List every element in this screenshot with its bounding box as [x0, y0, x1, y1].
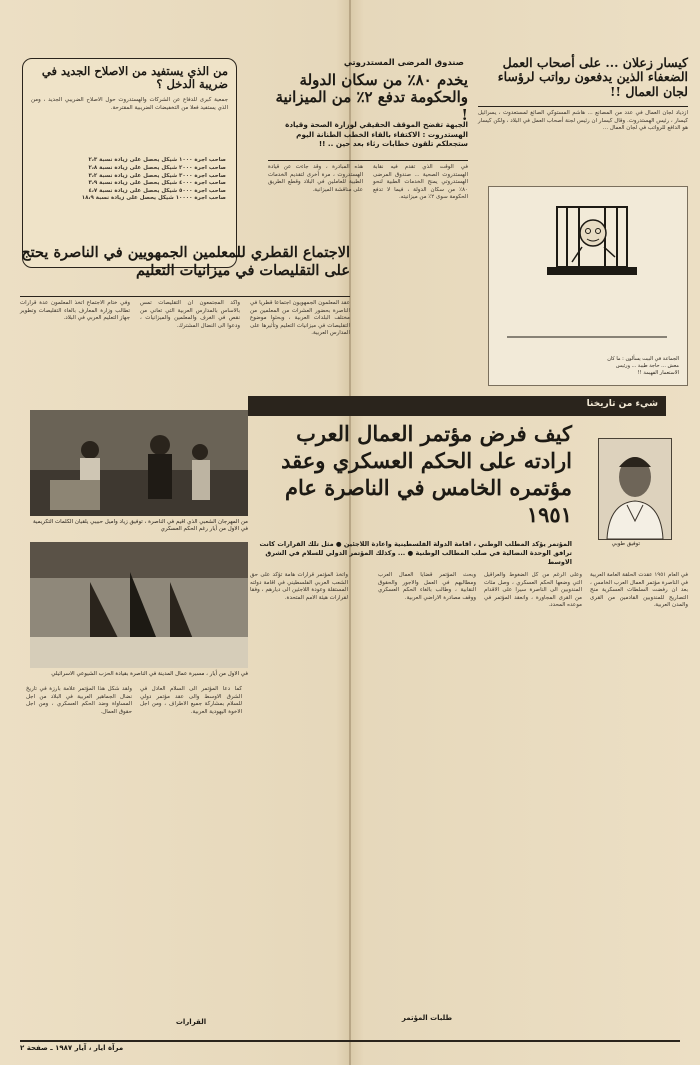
rule	[478, 106, 688, 107]
rally-photo	[30, 410, 248, 516]
tax-line: صاحب اجرة ١٠٠٠٠ شيكل يحصل على زيادة نسبة ١٨،٩	[81, 195, 226, 202]
tax-list	[23, 153, 236, 203]
rally-photo-graphic	[30, 410, 248, 516]
portrait-caption: توفيق طوبي	[611, 541, 640, 547]
tax-line: صاحب اجرة ٢٠٠٠ شيكل يحصل على زيادة نسبة ٢،٨	[88, 165, 226, 172]
rule	[268, 160, 468, 161]
kisar-headline: كيسار زعلان ... على أصحاب العمل الضعفاء الذين يدفعون رواتب لرؤساء لجان العمال !!	[497, 55, 688, 99]
tax-line: صاحب اجرة ٥٠٠٠ شيكل يحصل على زيادة نسبة ٤،٧	[88, 187, 226, 194]
march-photo	[30, 542, 248, 668]
kisar-body: ازدياد لجان العمال في عدد من المصانع ... هاشم المستوكي الصائغ لمستعدوت ، يسرائيل كيسار ، رئيس الهستدروت. وقال كيسار ان رئيس لجنة أصحاب العمل في البلاد ، ولكن كيسار هو الدافع للرواتب في لجان العمال ...	[476, 110, 688, 132]
tax-line: صاحب اجرة ٤٠٠٠ شيكل يحصل على زيادة نسبة ٣،٩	[88, 180, 226, 187]
march-photo-caption: في الاول من أيار ، مسيرة عمال المدينة في الناصرة بقيادة الحزب الشيوعي الاسرائيلي	[51, 671, 248, 677]
health-subhead: الجبهة تفضح الموقف الحقيقي لوزارة الصحة وقيادة الهستدروت : الاكتفاء بالقاء الخطب الطنانة اليوم ستجعلكم تلقون خطابات رثاء بعد حين .. !!	[285, 120, 468, 148]
tax-intro: جمعية كبرى للدفاع عن الشركات والهستدروت حول الاصلاح الضريبي الجديد ، ومن الذي يستفيد فعلا من التخفيضات الضريبية المقترحة.	[29, 97, 228, 112]
history-col-6: ولقد شكل هذا المؤتمر علامة بارزة في تاريخ نضال الجماهير العربية في البلاد من اجل المساواة وضد الحكم العسكري ، ومن اجل حقوق العمال.	[24, 686, 132, 715]
tax-line: صاحب اجرة ١٠٠٠ شيكل يحصل على زيادة نسبة ٢،٣	[88, 157, 226, 164]
rule	[20, 296, 350, 297]
health-headline: يخدم ٨٠٪ من سكان الدولة والحكومة تدفع ٢٪ من الميزانية !	[275, 71, 468, 124]
tax-box	[22, 58, 237, 268]
history-col-5: كما دعا المؤتمر الى السلام العادل في الشرق الاوسط والى عقد مؤتمر دولي للسلام بمشاركة جميع الاطراف ، ومن اجل الاخوة اليهودية العربية.	[138, 686, 242, 715]
history-section-bar	[248, 396, 666, 416]
teachers-col-3: وفي ختام الاجتماع اتخذ المعلمون عدة قرارات تطالب وزارة المعارف بالغاء التقليصات وتطوير جهاز التعليم العربي في البلاد.	[18, 300, 130, 322]
teachers-col-2: واكد المجتمعون ان التقليصات تمس بالاساس بالمدارس العربية التي تعاني من نقص في الغرف والمعلمين والميزانيات ، ودعوا الى النضال المشترك.	[138, 300, 240, 329]
history-headline: كيف فرض مؤتمر العمال العرب ارادته على الحكم العسكري وعقد مؤتمره الخامس في الناصرة عام ١٩٥١	[281, 421, 572, 527]
health-body-left: هذه المبادرة ، وقد جاءت عن قيادة الهستدروت ، مرة أخرى لتقديم الخدمات الطبية للعاملين في البلاد وقطع الطريق على مناقشة الميزانية.	[266, 164, 363, 193]
rally-photo-caption: من المهرجان الشعبي الذي اقيم في الناصرة ، توفيق زياد واميل حبيبي يلقيان الكلمات التكريمية في الاول من أيار رغم الحكم العسكري	[32, 519, 248, 532]
portrait-photo	[598, 438, 672, 540]
teachers-col-1: عقد المعلمون الجمهويون اجتماعا قطريا في الناصرة بحضور العشرات من المعلمين من مختلف البلدات العربية ، وبحثوا موضوع التقليصات في ميزانيات التعليم وتأثيرها على المدارس العربية.	[248, 300, 350, 337]
health-body-right: في الوقت الذي تقدم فيه نقابة الهستدروت الصحية ... صندوق المرضى الهستدروتي يمنح الخدمات الطبية لنحو ٨٠٪ من سكان الدولة ، فيما لا تدفع الحكومة سوى ٢٪ من ميزانيته.	[371, 164, 468, 201]
history-subhead: المؤتمر يؤكد المطلب الوطني ، اقامة الدولة الفلسطينية واعادة اللاجئين ● مثل تلك القرارات كانت ترافق الوحدة النضالية في صلب المطالب الوطنية ● ... وكذلك المؤتمر الدولي للسلام في الشرق الاوسط	[259, 540, 572, 566]
cartoon	[488, 186, 688, 386]
portrait-figure	[599, 439, 671, 539]
history-col-5-footer: القرارات	[175, 1018, 207, 1026]
history-col-1: في العام ١٩٥١ عقدت الحلقة العامة العربية في الناصرة مؤتمر العمال العرب الخامس ، بعد ان رفضت السلطات العسكرية منح التصاريح للمندوبين القادمين من القرى والمدن العربية.	[588, 572, 688, 609]
history-section-label: شيء من تاريخنا	[586, 399, 658, 409]
history-col-3-footer: طلبات المؤتمر	[401, 1014, 453, 1022]
kicker: صندوق المرضى المستدروتي	[343, 58, 464, 68]
history-col-3: وبحث المؤتمر قضايا العمال العرب ومطالبهم في العمل والاجور والحقوق النقابية ، وطالب بالغاء الحكم العسكري ووقف مصادرة الاراضي العربية.	[376, 572, 476, 601]
tax-headline: من الذي يستفيد من الاصلاح الجديد في ضريبة الدخل ؟	[41, 64, 228, 92]
tax-line: صاحب اجرة ٣٠٠٠ شيكل يحصل على زيادة نسبة ٣،٢	[88, 172, 226, 179]
teachers-headline: الاجتماع القطري للمعلمين الجمهويين في الناصرة يحتج على التقليصات في ميزانيات التعليم	[21, 244, 350, 279]
footer-rule	[20, 1040, 680, 1042]
march-photo-graphic	[30, 542, 248, 668]
history-col-4: واتخذ المؤتمر قرارات هامة تؤكد على حق الشعب العربي الفلسطيني في اقامة دولته المستقلة وعودة اللاجئين الى ديارهم ، وفقا لقرارات هيئة الامم المتحدة.	[248, 572, 348, 601]
footer-text: مرآة ايار ، آيار ١٩٨٧ ـ صفحة ٢	[20, 1044, 124, 1052]
history-col-2: وعلى الرغم من كل الضغوط والعراقيل التي وضعها الحكم العسكري ، وصل مئات المندوبين الى الناصرة سيرا على الاقدام من القرى المجاورة ، وانعقد المؤتمر في موعده المحدد.	[482, 572, 582, 609]
cartoon-caption: الجماعة في البيت يسألون : ما كان معش ... حاجة طيبة ... ورئيس الاستعمار الفهيمة !!	[607, 356, 679, 376]
cartoon-drawing	[487, 187, 687, 347]
